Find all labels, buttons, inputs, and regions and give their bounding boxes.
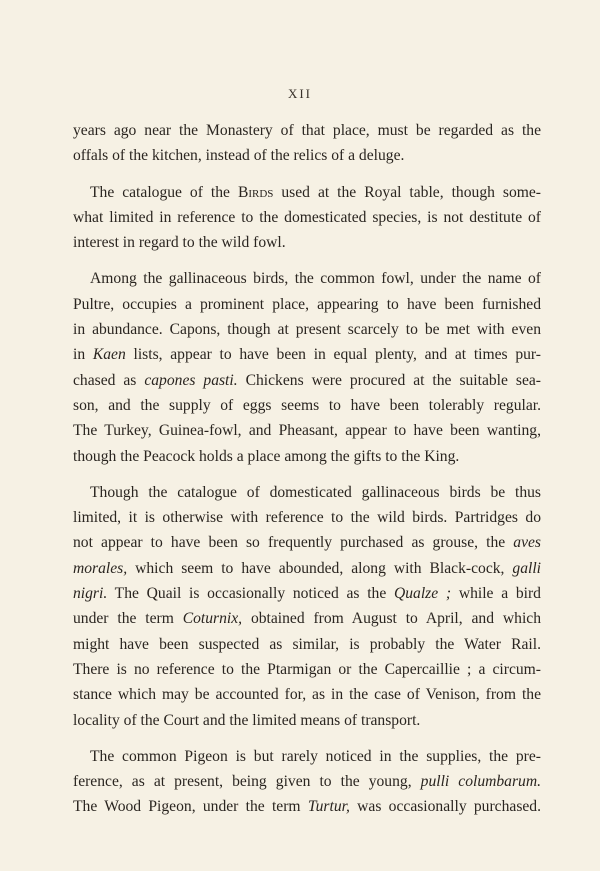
text-line: son, and the supply of eggs seems to have been tolerably regular. (73, 396, 541, 414)
text-line: though the Peacock holds a place among the gifts to the King. (73, 447, 460, 465)
text-line: ference, as at present, being given to the young, pulli columbarum. (73, 773, 541, 791)
text-line: There is no reference to the Ptarmigan or the Capercaillie ; a circum- (73, 660, 541, 678)
paragraph-4 (73, 480, 541, 733)
birds-smallcaps: Birds (237, 183, 274, 201)
text-line: nigri. The Quail is occasionally noticed as the Qualze ; while a bird (73, 585, 541, 603)
paragraph-5 (73, 744, 541, 820)
italic-term: capones pasti. (144, 371, 238, 389)
text-line: not appear to have been so frequently purchased as grouse, the aves (73, 534, 541, 552)
text-line: in Kaen lists, appear to have been in equal plenty, and at times pur- (73, 346, 541, 364)
text-line: chased as capones pasti. Chickens were procured at the suitable sea- (73, 371, 542, 389)
text-line: Among the gallinaceous birds, the common fowl, under the name of (90, 270, 541, 288)
italic-term: Turtur, (307, 798, 350, 816)
italic-term: pulli columbarum. (420, 773, 541, 791)
italic-term: aves (513, 534, 541, 552)
text-line: locality of the Court and the limited means of transport. (73, 711, 421, 729)
body-text (73, 118, 541, 820)
text-line: interest in regard to the wild fowl. (73, 234, 286, 252)
text-line: Pultre, occupies a prominent place, appearing to have been furnished (73, 295, 541, 313)
paragraph-2 (73, 180, 541, 256)
italic-term: Kaen (92, 346, 126, 364)
text-line: Though the catalogue of domesticated gallinaceous birds be thus (90, 483, 541, 501)
text-line: offals of the kitchen, instead of the relics of a deluge. (73, 147, 405, 165)
text-line: years ago near the Monastery of that place, must be regarded as the (73, 122, 541, 139)
text-line: what limited in reference to the domesticated species, is not destitute of (73, 208, 541, 226)
text-line: morales, which seem to have abounded, along with Black-cock, galli (73, 559, 541, 577)
italic-term: Qualze ; (393, 585, 452, 603)
paragraph-3 (73, 266, 541, 468)
page-number: XII (287, 86, 313, 101)
text-line: The common Pigeon is but rarely noticed in the supplies, the pre- (90, 747, 541, 765)
text-line: under the term Coturnix, obtained from August to April, and which (73, 610, 541, 628)
text-line: in abundance. Capons, though at present scarcely to be met with even (73, 321, 541, 339)
text-line: The Turkey, Guinea-fowl, and Pheasant, appear to have been wanting, (73, 422, 541, 440)
italic-term: morales, (73, 559, 128, 577)
italic-term: galli (512, 559, 541, 577)
italic-term: Coturnix, (182, 610, 243, 628)
paragraph-1 (73, 118, 541, 169)
text-line: stance which may be accounted for, as in the case of Venison, from the (73, 686, 541, 704)
text-line: The Wood Pigeon, under the term Turtur, was occasionally purchased. (73, 798, 542, 816)
text-line: The catalogue of the Birds used at the Royal table, though some- (90, 183, 541, 201)
text-line: might have been suspected as similar, is probably the Water Rail. (73, 635, 541, 653)
text-line: limited, it is otherwise with reference to the wild birds. Partridges do (73, 509, 541, 527)
italic-term: nigri. (73, 585, 108, 603)
